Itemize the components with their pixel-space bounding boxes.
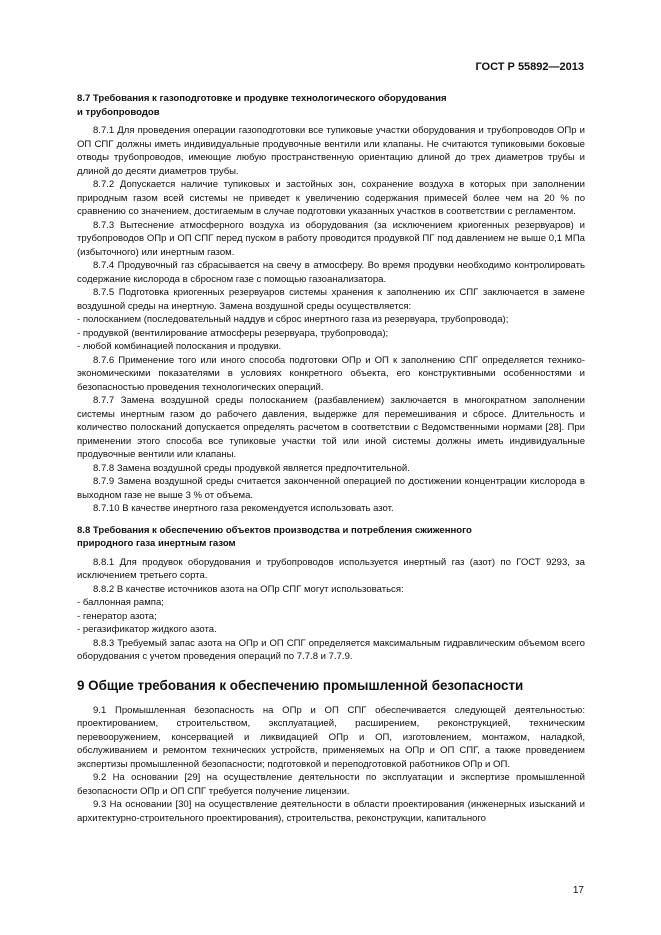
list-item: - генератор азота;	[77, 610, 157, 622]
list-item: - баллонная рампа;	[77, 597, 164, 608]
paragraph: 8.8.3 Требуемый запас азота на ОПр и ОП СПГ определяется максимальным гидравлическим объемом всего оборудования с учетом проведения операций по 7.7.8 и 7.7.9.	[77, 637, 585, 662]
spacer	[77, 516, 585, 524]
paragraph: 8.7.2 Допускается наличие тупиковых и застойных зон, сохранение воздуха в которых при заполнении природным газом всей системы не приведет к увеличению содержания примесей более чем на 20 % по сравнению со значением, достигаемым в случае подготовки указанных участков в соответствии с регламентом.	[77, 179, 585, 217]
heading-line: 8.8 Требования к обеспечению объектов производства и потребления сжиженного	[77, 524, 472, 536]
paragraph: 8.7.8 Замена воздушной среды продувкой является предпочтительной.	[93, 462, 410, 474]
heading-line: природного газа инертным газом	[77, 538, 236, 549]
paragraph: 8.7.4 Продувочный газ сбрасывается на свечу в атмосферу. Во время продувки необходимо контролировать содержание кислорода в сбросном газе с помощью газоанализатора.	[77, 260, 585, 285]
paragraph: 8.7.1 Для проведения операции газоподготовки все тупиковые участки оборудования и трубопроводов ОПр и ОП СПГ должны иметь индивидуальные продувочные вентили или клапаны. Не считаются тупиковыми боковые отводы трубопроводов, имеющие любую пространственную ориентацию длиной до трех диаметров трубы и длиной до десяти диаметров трубы.	[77, 125, 585, 177]
heading-line: и трубопроводов	[77, 106, 160, 118]
list-item: - любой комбинацией полоскания и продувки.	[77, 341, 282, 352]
paragraph: 9.3 На основании [30] на осуществление деятельности в области проектирования (инженерных изысканий и архитектурно-строительного проектирования), строительства, реконструкции, капитального	[77, 799, 585, 824]
paragraph: 8.7.7 Замена воздушной среды полосканием (разбавлением) заключается в многократном заполнении системы инертным газом до рабочего давления, выдержке для перемешивания и сбросе. Длительность и количество полосканий допускается определять расчетом в соответствии с Ведомственными нормами [28]. При применении этого способа все тупиковые участки той или иной системы должны иметь индивидуальные продувочные вентили или клапаны.	[77, 395, 585, 460]
list-item: - регазификатор жидкого азота.	[77, 624, 217, 635]
document-id: ГОСТ Р 55892—2013	[475, 61, 584, 73]
paragraph: 8.8.1 Для продувок оборудования и трубопроводов используется инертный газ (азот) по ГОСТ 9293, за исключением третьего сорта.	[77, 556, 585, 581]
paragraph: 8.7.10 В качестве инертного газа рекомендуется использовать азот.	[93, 503, 394, 514]
page-content	[77, 92, 585, 825]
heading-line: 8.7 Требования к газоподготовке и продувке технологического оборудования	[77, 93, 447, 104]
section-8-7-heading	[77, 92, 585, 119]
paragraph: 9.2 На основании [29] на осуществление деятельности по эксплуатации и экспертизе промышленной безопасности ОПр и ОП СПГ требуется получение лицензии.	[77, 772, 585, 797]
paragraph: 8.8.2 В качестве источников азота на ОПр СПГ могут использоваться:	[93, 583, 404, 595]
paragraph: 8.7.5 Подготовка криогенных резервуаров системы хранения к заполнению их СПГ заключается в замене воздушной среды на инертную. Замена воздушной среды осуществляется:	[77, 287, 585, 312]
section-8-8-heading	[77, 524, 585, 551]
paragraph: 9.1 Промышленная безопасность на ОПр и ОП СПГ обеспечивается следующей деятельностью: проектированием, строительством, эксплуатацией, расширением, реконструкцией, техническим перевооружением, консервацией и ликвидацией ОПр и ОП, изготовлением, монтажом, наладкой, обслуживанием и ремонтом технических устройств, применяемых на ОПр и ОП СПГ, а также проведением экспертизы промышленной безопасности; подготовкой и переподготовкой работников ОПр и ОП.	[77, 704, 585, 770]
paragraph: 8.7.6 Применение того или иного способа подготовки ОПр и ОП к заполнению СПГ определяется технико-экономическими показателями в условиях конкретного объекта, его конструктивными особенностями и безопасностью проведения технологических операций.	[77, 354, 585, 393]
list-item: - полосканием (последовательный наддув и сброс инертного газа из резервуара, трубопровода);	[77, 314, 509, 325]
section-9-heading: 9 Общие требования к обеспечению промышленной безопасности	[77, 677, 524, 693]
page-number: 17	[572, 885, 584, 896]
paragraph: 8.7.9 Замена воздушной среды считается законченной операцией по достижении концентрации кислорода в выходном газе не выше 3 % от объема.	[77, 476, 585, 501]
list-item: - продувкой (вентилирование атмосферы резервуара, трубопровода);	[77, 327, 389, 339]
paragraph: 8.7.3 Вытеснение атмосферного воздуха из оборудования (за исключением криогенных резервуаров) и трубопроводов ОПр и ОП СПГ перед пуском в работу проводится продувкой ПГ под давлением не выше 0,1 МПа (избыточного) или инертным газом.	[77, 219, 585, 258]
